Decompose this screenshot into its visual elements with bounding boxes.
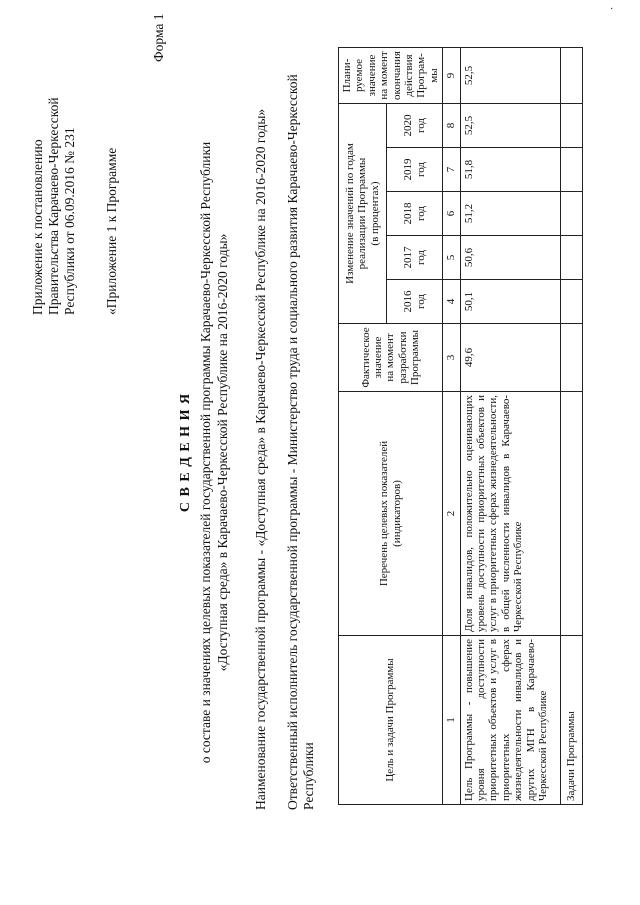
appendix-note: «Приложение 1 к Программе	[104, 147, 119, 315]
value-2017-cell: 50,6	[460, 236, 560, 280]
value-2018-cell: 51,2	[460, 192, 560, 236]
indicators-table	[338, 47, 583, 805]
header-line-1: Приложение к постановлению	[30, 139, 45, 315]
header-note	[30, 97, 78, 315]
value-2019-cell: 51,8	[460, 148, 560, 192]
empty-cell	[560, 48, 582, 104]
header-line-3: Республики от 06.09.2016 № 231	[62, 127, 77, 315]
empty-cell	[560, 192, 582, 236]
col-goals-header: Цель и задачи Программы	[339, 636, 443, 805]
col-planned-header: Плани- руемое значение на момент окончания действия Програм- мы	[339, 48, 443, 104]
empty-cell	[560, 148, 582, 192]
tasks-label: Задачи Программы	[560, 636, 582, 805]
col-number: 8	[443, 104, 460, 148]
year-2017-header: 2017 год	[387, 236, 443, 280]
col-number: 5	[443, 236, 460, 280]
actual-value-cell: 49,6	[460, 324, 560, 392]
title-line-1: о составе и значениях целевых показателей государственной программы Карачаево-Черкесской Республики	[198, 141, 213, 764]
planned-value-cell: 52,5	[460, 48, 560, 104]
program-name: Наименование государственной программы - «Доступная среда» в Карачаево-Черкесской Республике на 2016-2020 годы»	[253, 108, 268, 810]
indicator-cell: Доля инвалидов, положительно оценивающих уровень доступности приоритетных объектов и услуг в приоритетных сферах жизнедеятельности, в общей численности инвалидов в Карачаево-Черкесской Республике	[460, 392, 560, 636]
header-line-2: Правительства Карачаево-Черкесской	[46, 97, 61, 315]
empty-cell	[560, 280, 582, 324]
scan-mark: ·	[610, 4, 614, 15]
col-number: 7	[443, 148, 460, 192]
empty-cell	[560, 392, 582, 636]
col-number: 2	[443, 392, 460, 636]
empty-cell	[560, 236, 582, 280]
year-2016-header: 2016 год	[387, 280, 443, 324]
executor-line-2: Республики	[301, 742, 316, 810]
col-number: 6	[443, 192, 460, 236]
col-number: 1	[443, 636, 460, 805]
col-actual-header: Фактическое значение на момент разработки Программы	[339, 324, 443, 392]
col-indicators-header: Перечень целевых показателей (индикаторов)	[339, 392, 443, 636]
year-2018-header: 2018 год	[387, 192, 443, 236]
value-2020-cell: 52,5	[460, 104, 560, 148]
empty-cell	[560, 104, 582, 148]
column-numbers-row	[443, 48, 460, 805]
document-title: С В Е Д Е Н И Я	[178, 392, 193, 513]
executor-line-1: Ответственный исполнитель государственной программы - Министерство труда и социального развития Карачаево-Черкесской	[285, 74, 300, 810]
title-line-2: «Доступная среда» в Карачаево-Черкесской Республике на 2016-2020 годы»	[215, 233, 230, 672]
year-2020-header: 2020 год	[387, 104, 443, 148]
col-changes-header: Изменение значений по годам реализации Программы (в процентах)	[339, 104, 387, 324]
form-label: Форма 1	[151, 13, 166, 62]
tasks-row	[560, 48, 582, 805]
table-row	[460, 48, 560, 805]
goal-cell: Цель Программы - повышение уровня доступности приоритетных объектов и услуг в приоритетных сферах жизнедеятельности инвалидов и других МГН в Карачаево-Черкесской Республике	[460, 636, 560, 805]
col-number: 9	[443, 48, 460, 104]
empty-cell	[560, 324, 582, 392]
col-number: 3	[443, 324, 460, 392]
value-2016-cell: 50,1	[460, 280, 560, 324]
col-number: 4	[443, 280, 460, 324]
year-2019-header: 2019 год	[387, 148, 443, 192]
